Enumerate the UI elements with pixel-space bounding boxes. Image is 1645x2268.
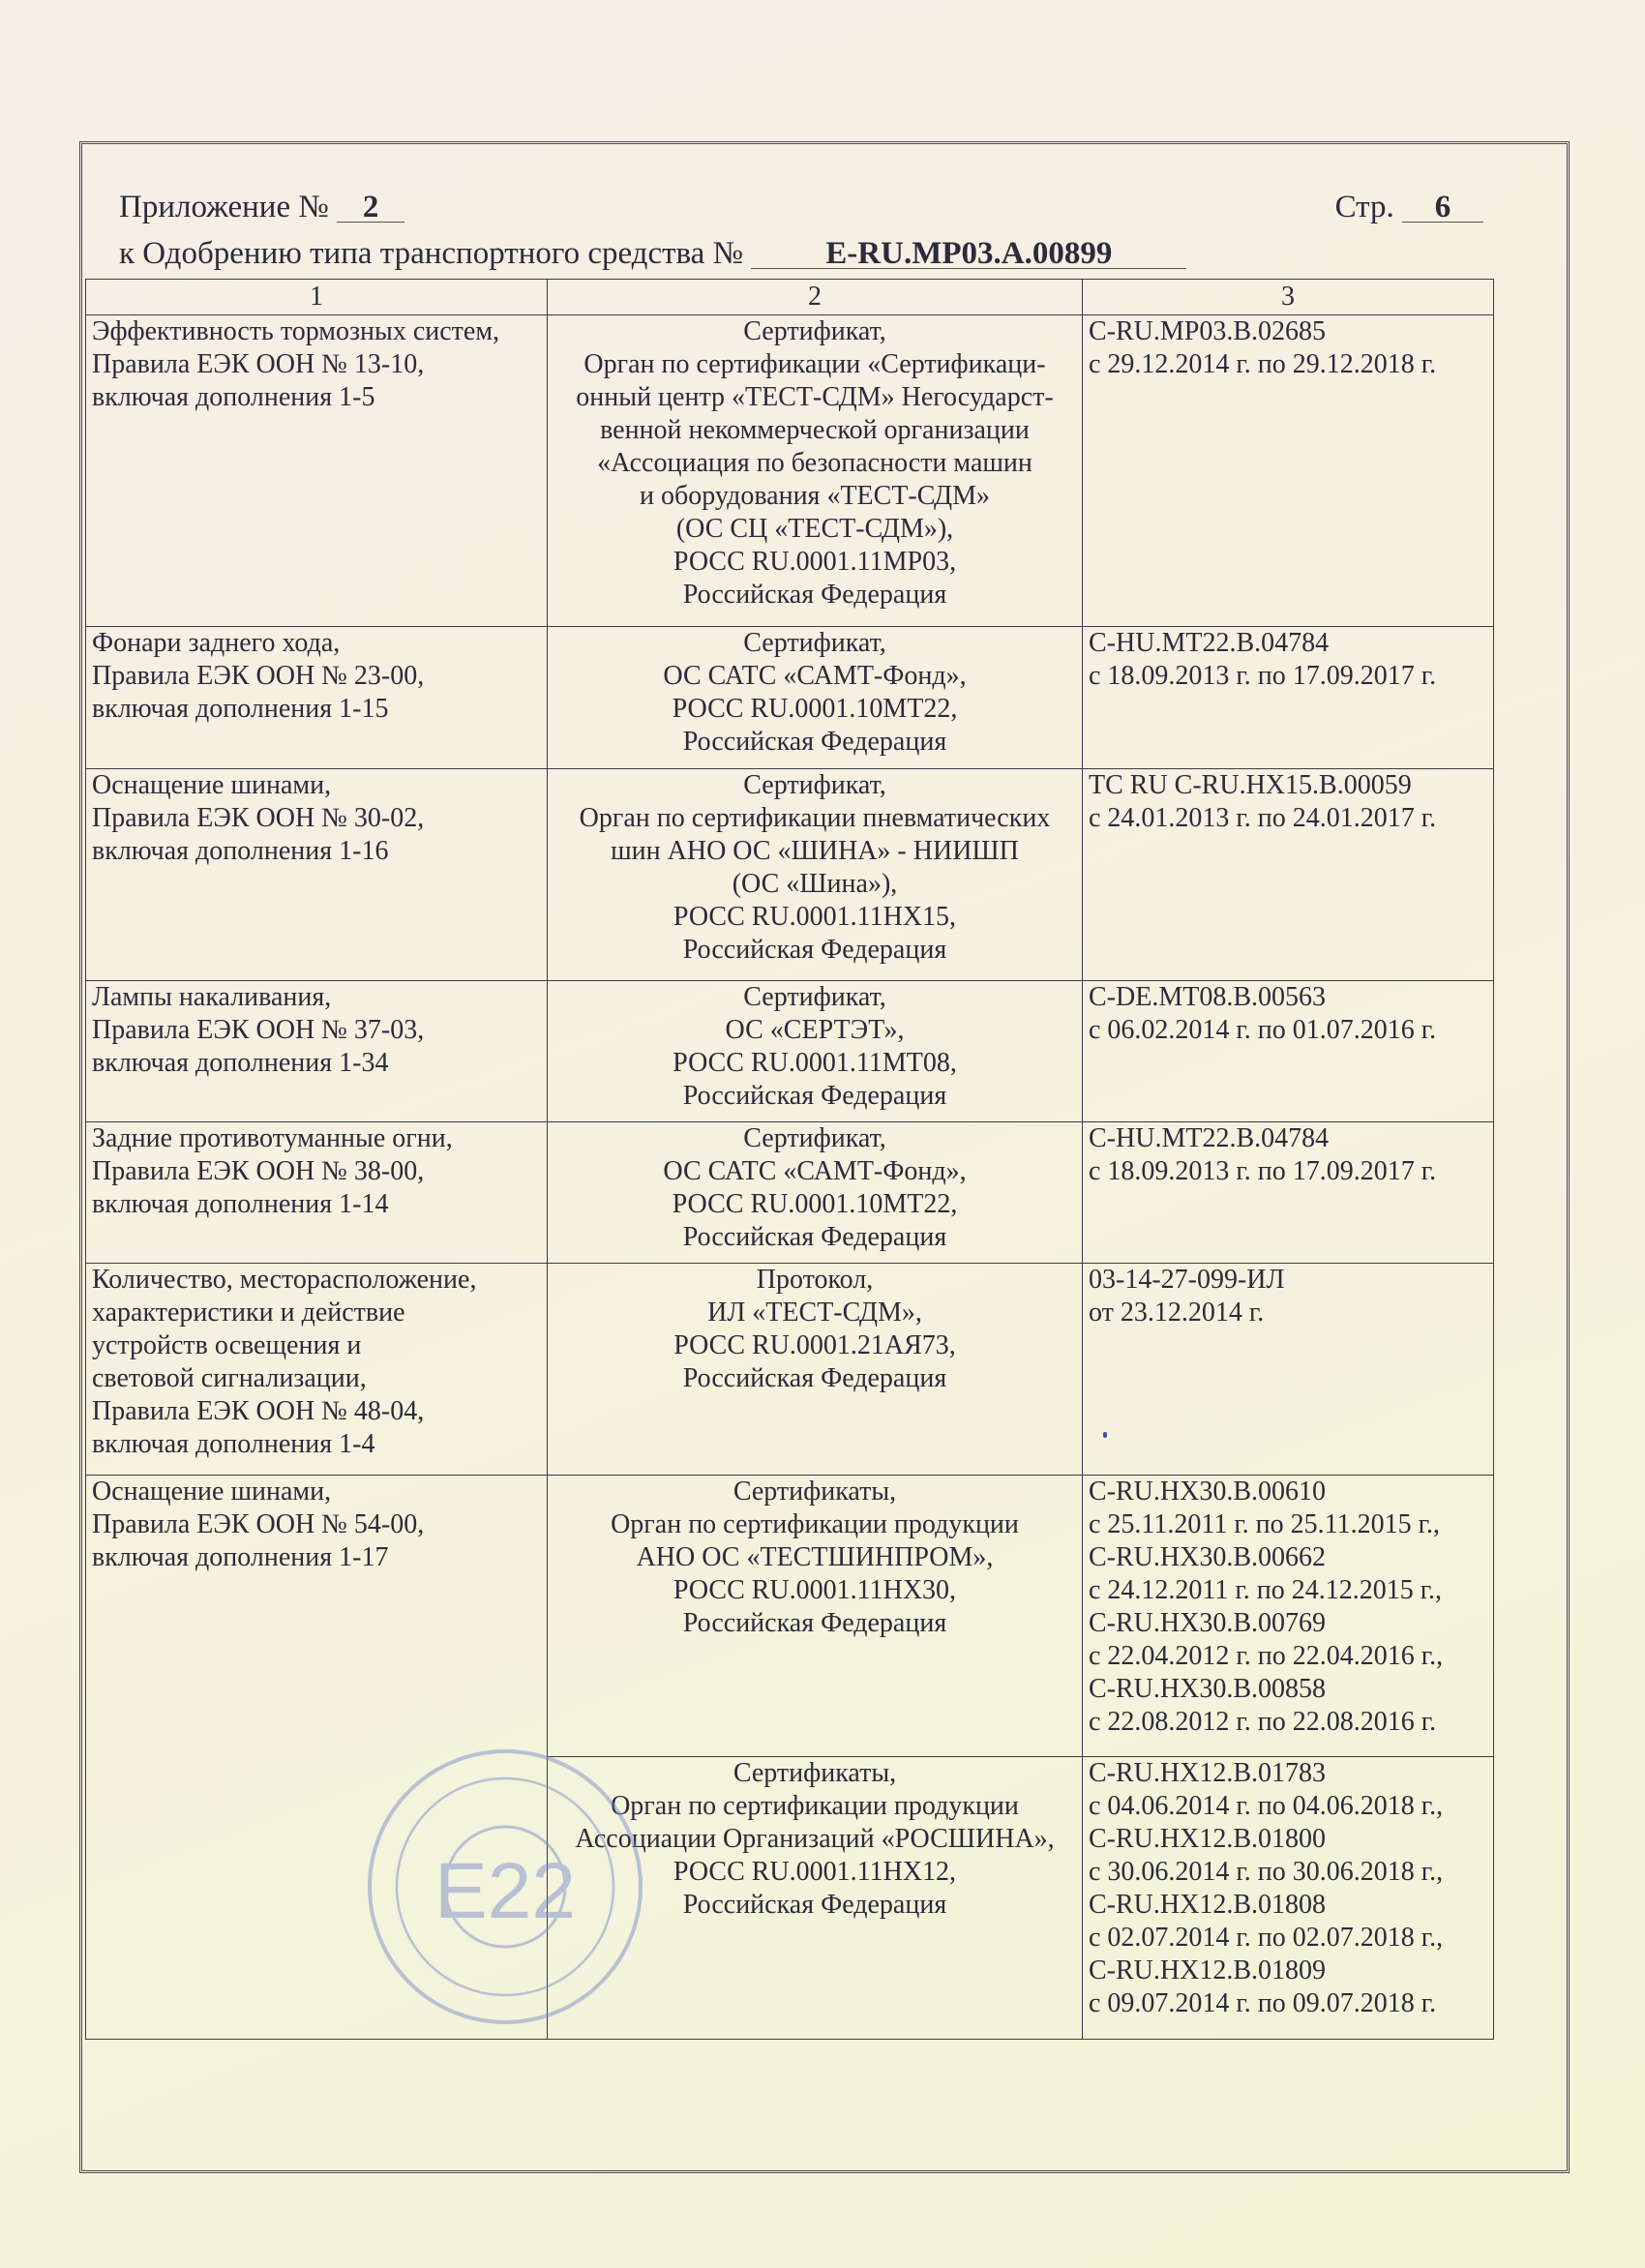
appendix-number: 2 xyxy=(337,193,404,223)
certifier-cell: Сертификат, Орган по сертификации пневматических шин АНО ОС «ШИНА» - НИИШП (ОС «Шина»), РОСС RU.0001.11НХ15, Российская Федерация xyxy=(548,769,1083,981)
table-row xyxy=(86,981,1494,1122)
table-row xyxy=(86,1476,1494,1757)
regulation-cell: Количество, месторасположение, характеристики и действие устройств освещения и световой сигнализации, Правила ЕЭК ООН № 48-04, включая дополнения 1-4 xyxy=(86,1264,548,1476)
certificates-table xyxy=(85,279,1494,2040)
certifier-cell: Сертификат, ОС САТС «САМТ-Фонд», РОСС RU.0001.10МТ22, Российская Федерация xyxy=(548,1122,1083,1264)
certifier-cell: Сертификаты, Орган по сертификации продукции Ассоциации Организаций «РОСШИНА», РОСС RU.0001.11НХ12, Российская Федерация xyxy=(548,1757,1083,2040)
certificate-cell: 03-14-27-099-ИЛ от 23.12.2014 г. xyxy=(1083,1264,1494,1476)
approval-number: E-RU.MP03.A.00899 xyxy=(751,239,1186,269)
column-number: 1 xyxy=(86,280,548,315)
certifier-cell: Сертификат, Орган по сертификации «Сертификаци- онный центр «ТЕСТ-СДМ» Негосударст- венной некоммерческой организации «Ассоциация по безопасности машин и оборудования «ТЕСТ-СДМ» (ОС СЦ «ТЕСТ-СДМ»), РОСС RU.0001.11МР03, Российская Федерация xyxy=(548,315,1083,627)
regulation-cell: Задние противотуманные огни, Правила ЕЭК ООН № 38-00, включая дополнения 1-14 xyxy=(86,1122,548,1264)
certifier-cell: Сертификат, ОС САТС «САМТ-Фонд», РОСС RU.0001.10МТ22, Российская Федерация xyxy=(548,627,1083,769)
certificate-cell: C-RU.MP03.B.02685 с 29.12.2014 г. по 29.12.2018 г. xyxy=(1083,315,1494,627)
table-row xyxy=(86,1264,1494,1476)
certificate-cell: C-RU.HX30.B.00610 с 25.11.2011 г. по 25.11.2015 г., C-RU.HX30.B.00662 с 24.12.2011 г. по 24.12.2015 г., C-RU.HX30.B.00769 с 22.04.2012 г. по 22.04.2016 г., C-RU.HX30.B.00858 с 22.08.2012 г. по 22.08.2016 г. xyxy=(1083,1476,1494,1757)
certifier-cell: Сертификат, ОС «СЕРТЭТ», РОСС RU.0001.11МТ08, Российская Федерация xyxy=(548,981,1083,1122)
table-row xyxy=(86,627,1494,769)
column-number: 2 xyxy=(548,280,1083,315)
certificate-cell: C-DE.MT08.B.00563 с 06.02.2014 г. по 01.07.2016 г. xyxy=(1083,981,1494,1122)
regulation-cell: Фонари заднего хода, Правила ЕЭК ООН № 23-00, включая дополнения 1-15 xyxy=(86,627,548,769)
column-number-row xyxy=(86,280,1494,315)
page-label: Стр. xyxy=(1334,190,1394,224)
certificate-cell: C-HU.MT22.B.04784 с 18.09.2013 г. по 17.09.2017 г. xyxy=(1083,627,1494,769)
document-header xyxy=(119,184,1483,277)
approval-line xyxy=(119,230,1483,277)
table-row xyxy=(86,769,1494,981)
approval-label: к Одобрению типа транспортного средства № xyxy=(119,236,744,271)
page-number: 6 xyxy=(1402,193,1483,223)
table-row xyxy=(86,315,1494,627)
column-number: 3 xyxy=(1083,280,1494,315)
certifier-cell: Протокол, ИЛ «ТЕСТ-СДМ», РОСС RU.0001.21АЯ73, Российская Федерация xyxy=(548,1264,1083,1476)
appendix-label: Приложение № xyxy=(119,190,329,224)
page-indicator xyxy=(1335,184,1483,230)
certification-stamp xyxy=(360,1742,650,2032)
ink-dot xyxy=(1103,1432,1107,1438)
certificate-cell: C-HU.MT22.B.04784 с 18.09.2013 г. по 17.09.2017 г. xyxy=(1083,1122,1494,1264)
regulation-cell: Эффективность тормозных систем, Правила ЕЭК ООН № 13-10, включая дополнения 1-5 xyxy=(86,315,548,627)
regulation-cell: Лампы накаливания, Правила ЕЭК ООН № 37-03, включая дополнения 1-34 xyxy=(86,981,548,1122)
certifier-cell: Сертификаты, Орган по сертификации продукции АНО ОС «ТЕСТШИНПРОМ», РОСС RU.0001.11НХ30, Российская Федерация xyxy=(548,1476,1083,1757)
certificate-cell: C-RU.HX12.B.01783 с 04.06.2014 г. по 04.06.2018 г., C-RU.HX12.B.01800 с 30.06.2014 г. по 30.06.2018 г., C-RU.HX12.B.01808 с 02.07.2014 г. по 02.07.2018 г., C-RU.HX12.B.01809 с 09.07.2014 г. по 09.07.2018 г. xyxy=(1083,1757,1494,2040)
appendix-line xyxy=(119,184,1483,230)
stamp-mark: E22 xyxy=(434,1847,576,1935)
regulation-cell: Оснащение шинами, Правила ЕЭК ООН № 30-02, включая дополнения 1-16 xyxy=(86,769,548,981)
table-row xyxy=(86,1122,1494,1264)
regulation-cell: Оснащение шинами, Правила ЕЭК ООН № 54-00, включая дополнения 1-17 xyxy=(86,1476,548,2040)
certificate-cell: TC RU C-RU.HX15.B.00059 с 24.01.2013 г. по 24.01.2017 г. xyxy=(1083,769,1494,981)
